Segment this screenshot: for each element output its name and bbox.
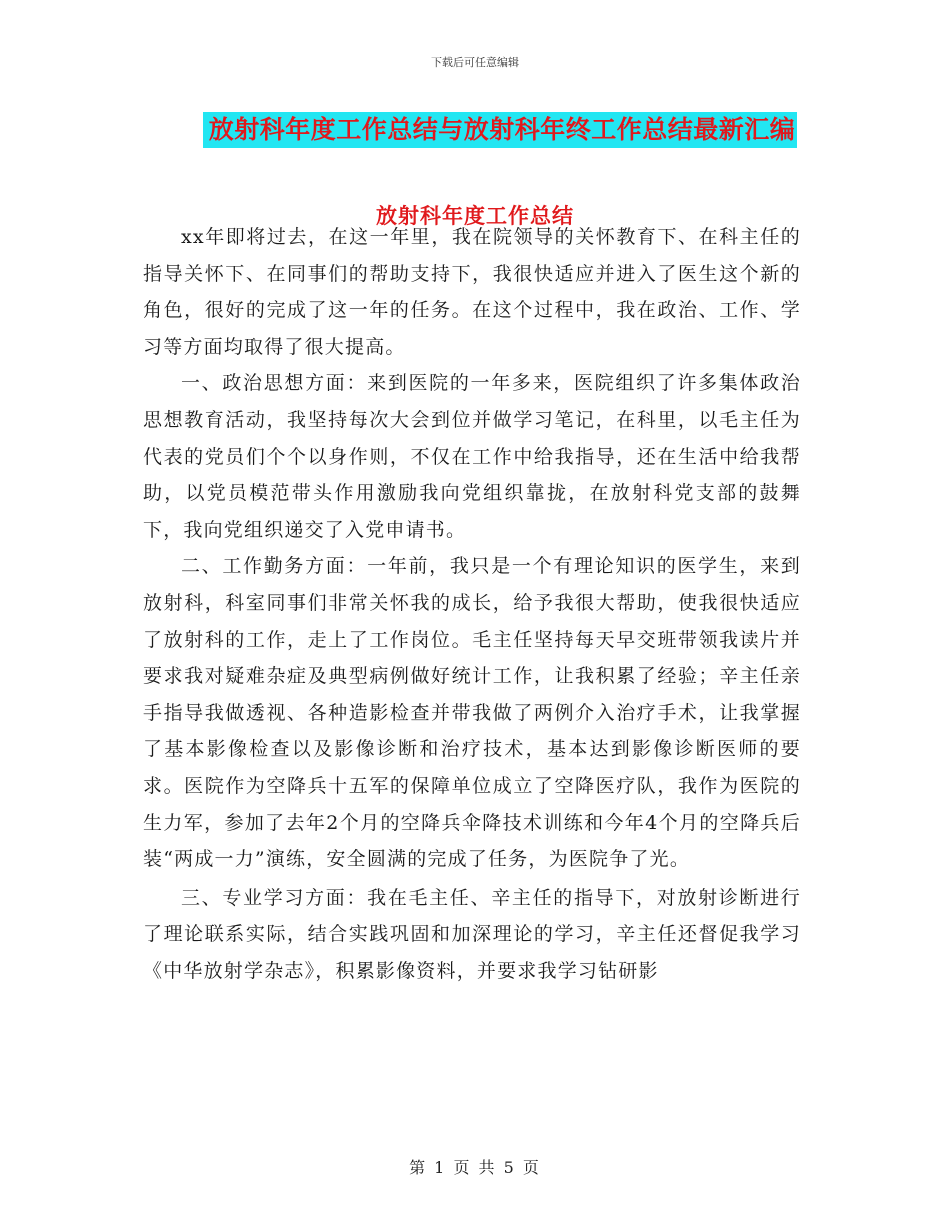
paragraph-work: 二、工作勤务方面：一年前，我只是一个有理论知识的医学生，来到放射科，科室同事们非常关怀我的成长，给予我很大帮助，使我很快适应了放射科的工作，走上了工作岗位。毛主任坚持每天早交班带领我读片并要求我对疑难杂症及典型病例做好统计工作，让我积累了经验；辛主任亲手指导我做透视、各种造影检查并带我做了两例介入治疗手术，让我掌握了基本影像检查以及影像诊断和治疗技术，基本达到影像诊断医师的要求。医院作为空降兵十五军的保障单位成立了空降医疗队，我作为医院的生力军，参加了去年2个月的空降兵伞降技术训练和今年4个月的空降兵后装“两成一力”演练，安全圆满的完成了任务，为医院争了光。 [143, 555, 801, 871]
header-note: 下载后可任意编辑 [431, 56, 519, 69]
page-footer: 第 1 页 共 5 页 [409, 1158, 541, 1177]
paragraph-politics: 一、政治思想方面：来到医院的一年多来，医院组织了许多集体政治思想教育活动，我坚持每次大会到位并做学习笔记，在科里，以毛主任为代表的党员们个个以身作则，不仅在工作中给我指导，还在生活中给我帮助，以党员模范带头作用激励我向党组织靠拢，在放射科党支部的鼓舞下，我向党组织递交了入党申请书。 [143, 372, 801, 541]
paragraph-study: 三、专业学习方面：我在毛主任、辛主任的指导下，对放射诊断进行了理论联系实际，结合实践巩固和加深理论的学习，辛主任还督促我学习《中华放射学杂志》，积累影像资料，并要求我学习钻研影 [143, 886, 801, 982]
main-title-container [0, 112, 950, 148]
section-title: 放射科年度工作总结 [376, 204, 574, 228]
main-title: 放射科年度工作总结与放射科年终工作总结最新汇编 [203, 112, 798, 148]
paragraph-intro: xx年即将过去，在这一年里，我在院领导的关怀教育下、在科主任的指导关怀下、在同事们的帮助支持下，我很快适应并进入了医生这个新的角色，很好的完成了这一年的任务。在这个过程中，我在政治、工作、学习等方面均取得了很大提高。 [143, 226, 801, 358]
document-body [143, 219, 801, 989]
